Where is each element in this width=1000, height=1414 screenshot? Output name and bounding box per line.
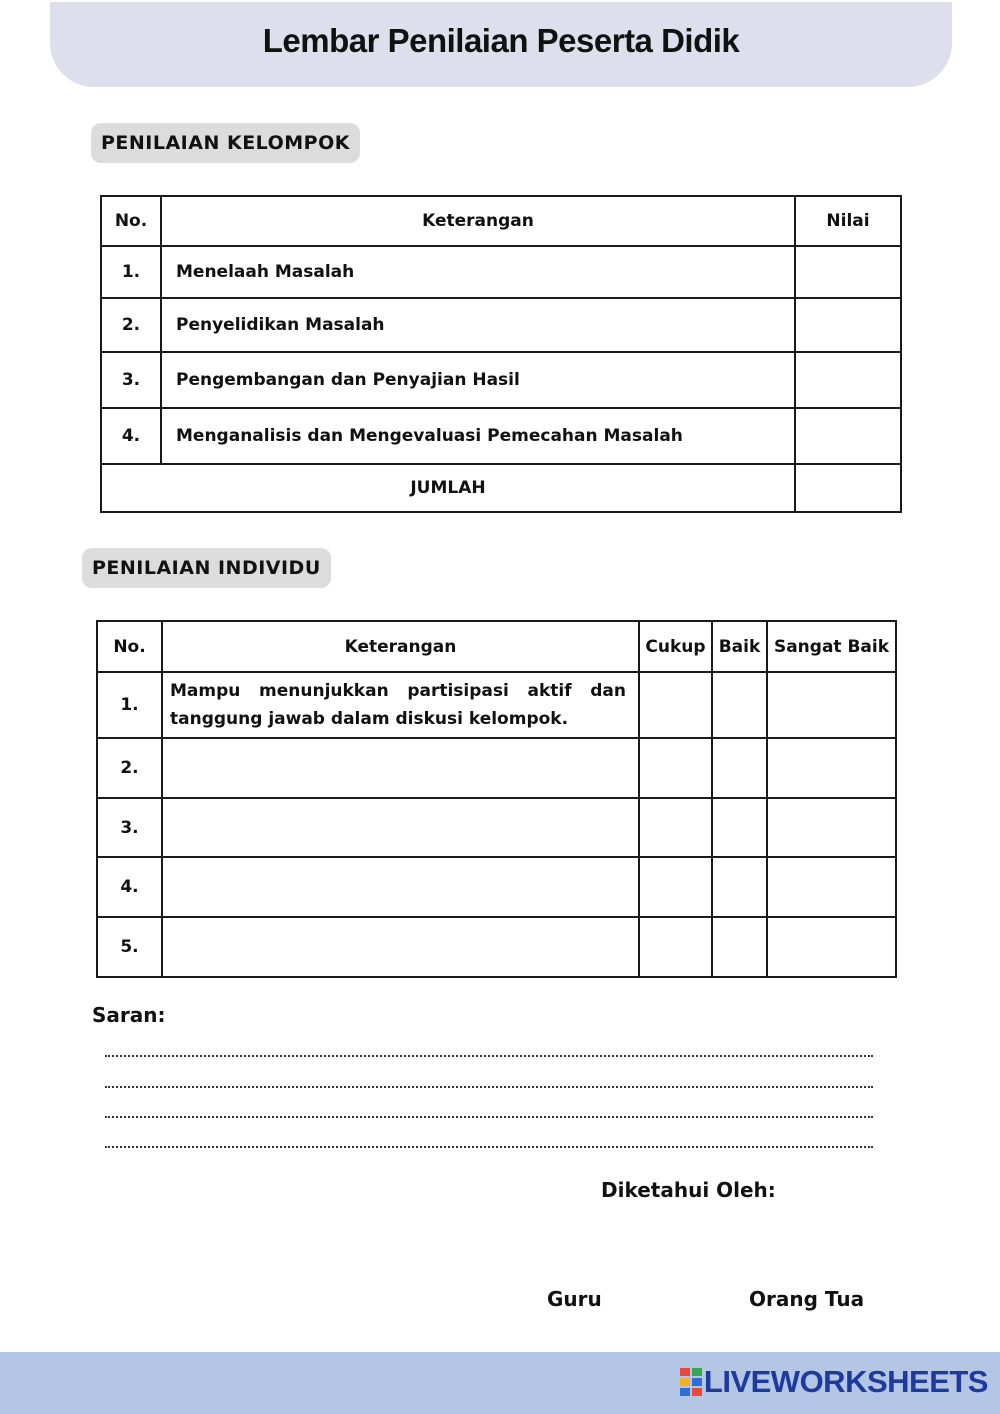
- saran-line[interactable]: [105, 1086, 873, 1088]
- row-number: 3.: [101, 352, 161, 408]
- row-number: 4.: [101, 408, 161, 464]
- sangat-baik-cell[interactable]: [767, 917, 896, 977]
- sangat-baik-cell[interactable]: [767, 738, 896, 798]
- header-nilai: Nilai: [795, 196, 901, 246]
- header-keterangan: Keterangan: [162, 621, 639, 672]
- liveworksheets-logo[interactable]: [680, 1364, 988, 1400]
- header-keterangan: Keterangan: [161, 196, 795, 246]
- title-banner: [50, 2, 952, 87]
- row-number: 2.: [101, 298, 161, 352]
- row-number: 2.: [97, 738, 162, 798]
- table-header-row: [101, 196, 901, 246]
- table-row: [101, 352, 901, 408]
- total-score-cell[interactable]: [795, 464, 901, 512]
- header-no: No.: [97, 621, 162, 672]
- baik-cell[interactable]: [712, 672, 767, 738]
- table-row: [101, 298, 901, 352]
- saran-label: Saran:: [92, 1003, 166, 1027]
- score-cell[interactable]: [795, 408, 901, 464]
- cukup-cell[interactable]: [639, 917, 712, 977]
- row-description: Menganalisis dan Mengevaluasi Pemecahan Masalah: [161, 408, 795, 464]
- row-description: Mampu menunjukkan partisipasi aktif dan tanggung jawab dalam diskusi kelompok.: [162, 672, 639, 738]
- table-row: [97, 857, 896, 917]
- parent-signature-label: Orang Tua: [749, 1287, 865, 1311]
- score-cell[interactable]: [795, 298, 901, 352]
- known-by-label: Diketahui Oleh:: [601, 1178, 776, 1202]
- baik-cell[interactable]: [712, 798, 767, 857]
- row-number: 1.: [97, 672, 162, 738]
- row-description[interactable]: [162, 857, 639, 917]
- header-baik: Baik: [712, 621, 767, 672]
- cukup-cell[interactable]: [639, 798, 712, 857]
- table-row: [97, 798, 896, 857]
- total-label: JUMLAH: [101, 464, 795, 512]
- cukup-cell[interactable]: [639, 738, 712, 798]
- table-row: [97, 738, 896, 798]
- baik-cell[interactable]: [712, 917, 767, 977]
- individual-assessment-table: [96, 620, 897, 978]
- liveworksheets-logo-icon: [680, 1368, 702, 1396]
- row-description: Menelaah Masalah: [161, 246, 795, 298]
- total-row: [101, 464, 901, 512]
- saran-line[interactable]: [105, 1116, 873, 1118]
- row-number: 3.: [97, 798, 162, 857]
- baik-cell[interactable]: [712, 738, 767, 798]
- individual-section-label: PENILAIAN INDIVIDU: [82, 548, 331, 588]
- sangat-baik-cell[interactable]: [767, 798, 896, 857]
- teacher-signature-label: Guru: [547, 1287, 602, 1311]
- row-number: 4.: [97, 857, 162, 917]
- page-title: Lembar Penilaian Peserta Didik: [262, 22, 740, 59]
- brand-name: LIVEWORKSHEETS: [703, 1364, 988, 1399]
- score-cell[interactable]: [795, 352, 901, 408]
- baik-cell[interactable]: [712, 857, 767, 917]
- table-row: [97, 672, 896, 738]
- row-description: Penyelidikan Masalah: [161, 298, 795, 352]
- group-section-label: PENILAIAN KELOMPOK: [91, 123, 360, 163]
- table-row: [97, 917, 896, 977]
- row-description: Pengembangan dan Penyajian Hasil: [161, 352, 795, 408]
- row-description[interactable]: [162, 798, 639, 857]
- saran-line[interactable]: [105, 1055, 873, 1057]
- table-row: [101, 408, 901, 464]
- row-description[interactable]: [162, 917, 639, 977]
- group-assessment-table: [100, 195, 902, 513]
- footer-bar: [0, 1352, 1000, 1414]
- row-number: 1.: [101, 246, 161, 298]
- table-row: [101, 246, 901, 298]
- sangat-baik-cell[interactable]: [767, 857, 896, 917]
- header-sangat-baik: Sangat Baik: [767, 621, 896, 672]
- row-number: 5.: [97, 917, 162, 977]
- table-header-row: [97, 621, 896, 672]
- cukup-cell[interactable]: [639, 857, 712, 917]
- header-cukup: Cukup: [639, 621, 712, 672]
- sangat-baik-cell[interactable]: [767, 672, 896, 738]
- cukup-cell[interactable]: [639, 672, 712, 738]
- row-description[interactable]: [162, 738, 639, 798]
- score-cell[interactable]: [795, 246, 901, 298]
- header-no: No.: [101, 196, 161, 246]
- saran-line[interactable]: [105, 1146, 873, 1148]
